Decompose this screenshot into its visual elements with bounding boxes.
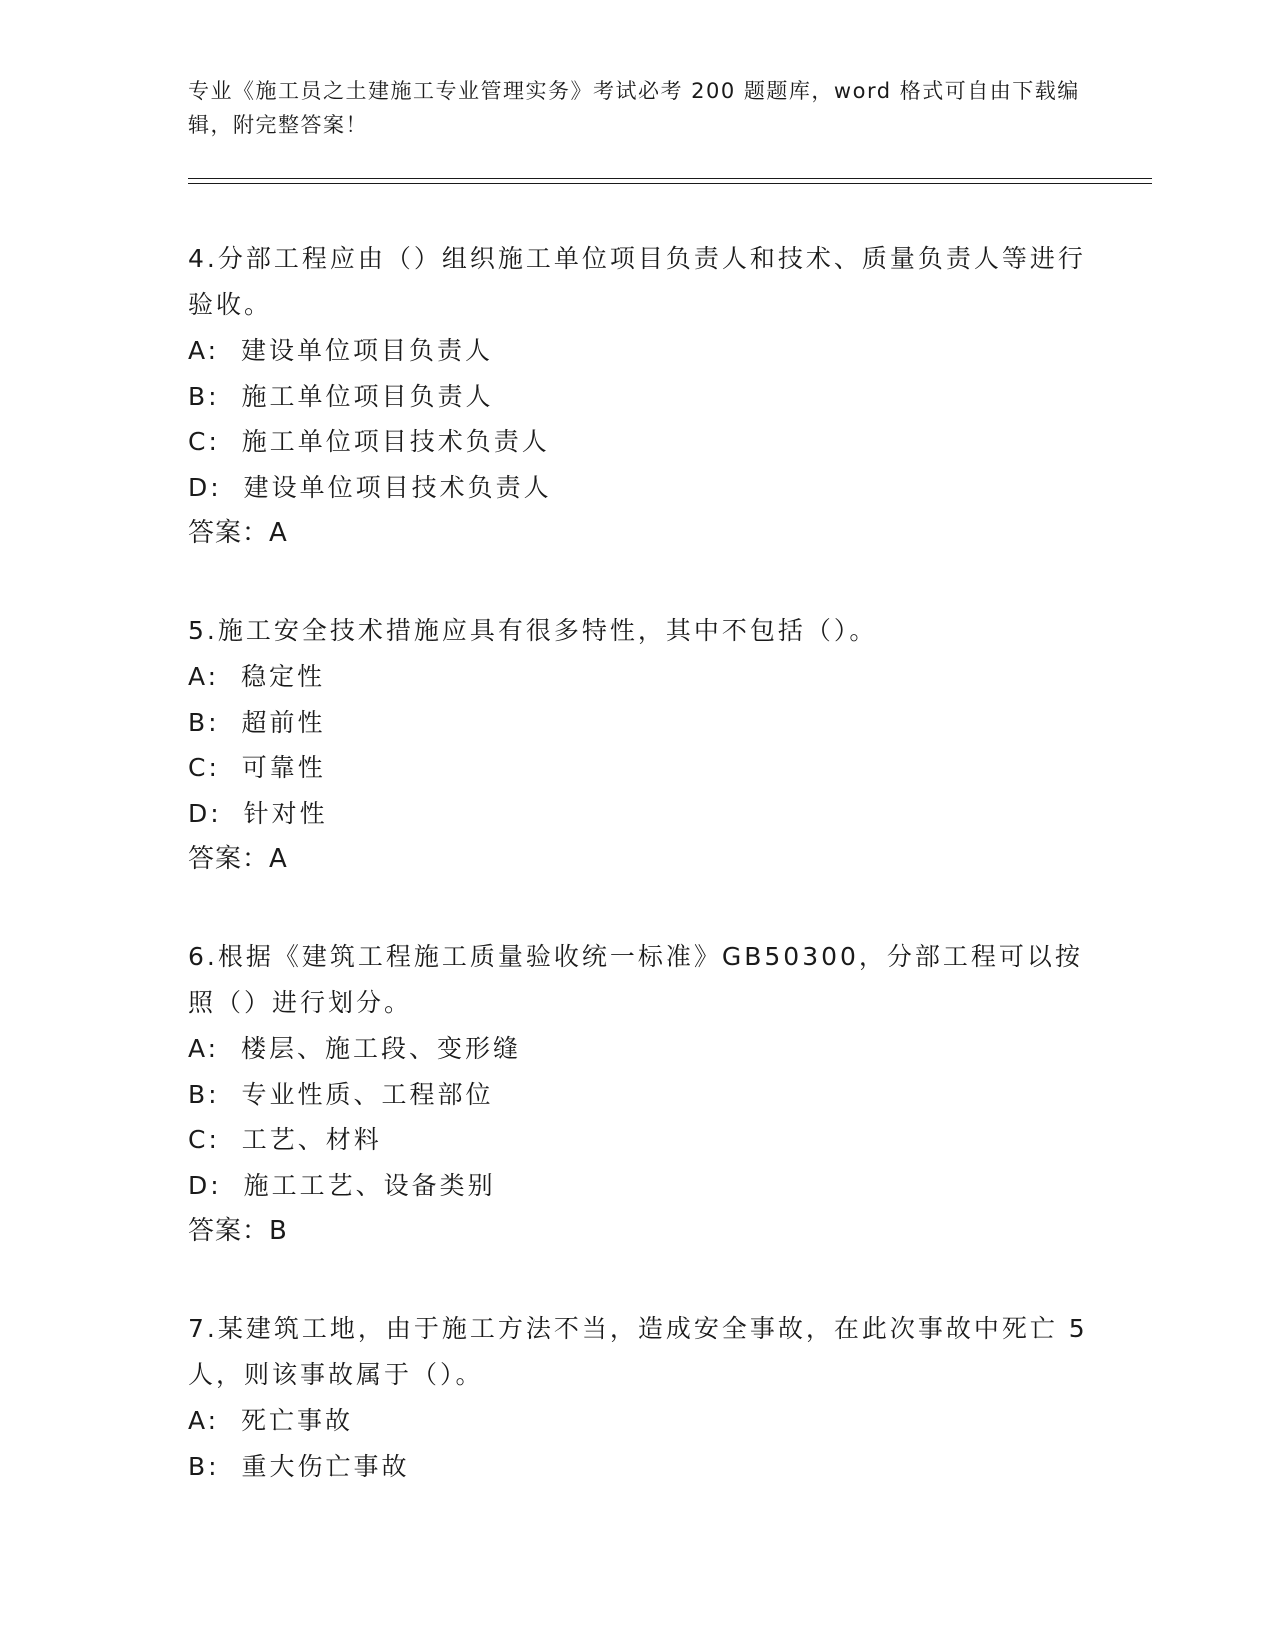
option-d: D: 针对性 [188,798,328,828]
question-4 [188,236,1088,556]
question-list [188,236,1088,1541]
option-a: A: 死亡事故 [188,1406,353,1435]
option-b: B: 专业性质、工程部位 [188,1079,494,1109]
question-stem: 7.某建筑工地，由于施工方法不当，造成安全事故，在此次事故中死亡 5 人，则该事故属于（）。 [188,1314,1088,1389]
option-c: C: 可靠性 [188,753,326,782]
option-b: B: 重大伤亡事故 [188,1451,410,1481]
option-b: B: 超前性 [188,707,326,737]
document-header: 专业《施工员之土建施工专业管理实务》考试必考 200 题题库，word 格式可自由下载编辑，附完整答案！ [188,79,1080,137]
option-c: C: 施工单位项目技术负责人 [188,427,550,456]
question-stem: 6.根据《建筑工程施工质量验收统一标准》GB50300，分部工程可以按照（）进行划分。 [188,942,1083,1017]
option-d: D: 建设单位项目技术负责人 [188,472,552,502]
option-d: D: 施工工艺、设备类别 [188,1170,496,1200]
answer: 答案：A [188,844,288,874]
option-c: C: 工艺、材料 [188,1125,382,1154]
option-b: B: 施工单位项目负责人 [188,381,494,411]
header-rule-top [188,178,1152,179]
question-stem: 4.分部工程应由（）组织施工单位项目负责人和技术、质量负责人等进行验收。 [188,244,1086,319]
option-a: A: 楼层、施工段、变形缝 [188,1034,521,1063]
option-a: A: 稳定性 [188,662,325,691]
question-stem: 5.施工安全技术措施应具有很多特性，其中不包括（）。 [188,616,878,645]
answer: 答案：A [188,518,288,548]
header-rule-bottom [188,183,1152,184]
question-7 [188,1306,1088,1489]
answer: 答案：B [188,1216,288,1246]
question-6 [188,934,1088,1254]
option-a: A: 建设单位项目负责人 [188,336,493,365]
question-5 [188,608,1088,882]
